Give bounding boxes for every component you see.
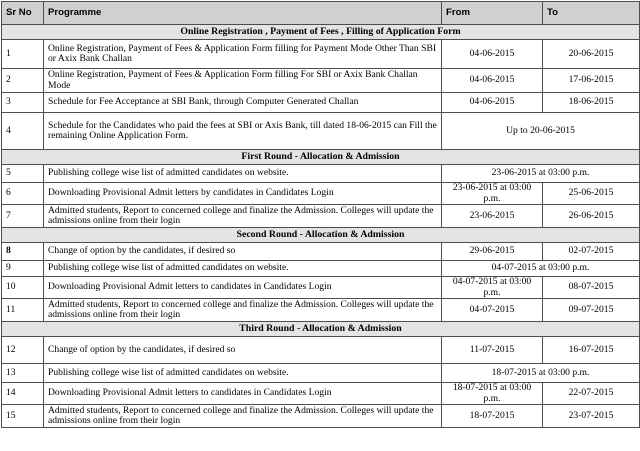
sr-no-cell: 11 — [2, 299, 44, 322]
to-date-cell: 09-07-2015 — [543, 299, 640, 322]
to-date-cell: 23-07-2015 — [543, 405, 640, 428]
header-programme: Programme — [44, 2, 442, 25]
table-body — [2, 25, 640, 428]
table-row — [2, 165, 640, 183]
sr-no-cell: 9 — [2, 261, 44, 277]
programme-cell: Downloading Provisional Admit letters to candidates in Candidates Login — [44, 383, 442, 405]
from-date-cell: 18-07-2015 — [442, 405, 543, 428]
to-date-cell: 02-07-2015 — [543, 243, 640, 261]
programme-cell: Admitted students, Report to concerned college and finalize the Admission. Colleges will update the admissions online from their login — [44, 405, 442, 428]
programme-cell: Change of option by the candidates, if desired so — [44, 243, 442, 261]
sr-no-cell: 4 — [2, 113, 44, 150]
sr-no-cell: 10 — [2, 277, 44, 299]
from-date-cell: 23-06-2015 at 03:00 p.m. — [442, 183, 543, 205]
table-row — [2, 93, 640, 113]
programme-cell: Admitted students, Report to concerned college and finalize the Admission. Colleges will update the admissions online from their login — [44, 299, 442, 322]
section-header-row — [2, 322, 640, 337]
from-date-cell: 04-06-2015 — [442, 93, 543, 113]
table-row — [2, 205, 640, 228]
programme-cell: Publishing college wise list of admitted candidates on website. — [44, 165, 442, 183]
section-header-row — [2, 228, 640, 243]
sr-no-cell: 6 — [2, 183, 44, 205]
section-title: Online Registration , Payment of Fees , Filling of Application Form — [2, 25, 640, 40]
table-row — [2, 337, 640, 364]
sr-no-cell: 5 — [2, 165, 44, 183]
section-header-row — [2, 25, 640, 40]
table-row — [2, 69, 640, 93]
to-date-cell: 26-06-2015 — [543, 205, 640, 228]
to-date-cell: 20-06-2015 — [543, 40, 640, 69]
sr-no-cell: 1 — [2, 40, 44, 69]
date-range-cell: 18-07-2015 at 03:00 p.m. — [442, 364, 640, 383]
table-row — [2, 40, 640, 69]
table-row — [2, 261, 640, 277]
table-header-row — [2, 2, 640, 25]
programme-cell: Downloading Provisional Admit letters by candidates in Candidates Login — [44, 183, 442, 205]
date-range-cell: 04-07-2015 at 03:00 p.m. — [442, 261, 640, 277]
date-range-cell: 23-06-2015 at 03:00 p.m. — [442, 165, 640, 183]
to-date-cell: 22-07-2015 — [543, 383, 640, 405]
programme-cell: Publishing college wise list of admitted candidates on website. — [44, 364, 442, 383]
from-date-cell: 18-07-2015 at 03:00 p.m. — [442, 383, 543, 405]
table-row — [2, 383, 640, 405]
section-title: Third Round - Allocation & Admission — [2, 322, 640, 337]
sr-no-cell: 3 — [2, 93, 44, 113]
to-date-cell: 18-06-2015 — [543, 93, 640, 113]
sr-no-cell: 13 — [2, 364, 44, 383]
programme-cell: Downloading Provisional Admit letters to candidates in Candidates Login — [44, 277, 442, 299]
from-date-cell: 04-07-2015 at 03:00 p.m. — [442, 277, 543, 299]
table-row — [2, 243, 640, 261]
table-row — [2, 277, 640, 299]
programme-cell: Change of option by the candidates, if desired so — [44, 337, 442, 364]
admission-schedule-table — [1, 1, 640, 428]
from-date-cell: 11-07-2015 — [442, 337, 543, 364]
sr-no-cell: 12 — [2, 337, 44, 364]
programme-cell: Publishing college wise list of admitted candidates on website. — [44, 261, 442, 277]
sr-no-cell: 15 — [2, 405, 44, 428]
from-date-cell: 04-07-2015 — [442, 299, 543, 322]
table-row — [2, 299, 640, 322]
programme-cell: Schedule for Fee Acceptance at SBI Bank, through Computer Generated Challan — [44, 93, 442, 113]
to-date-cell: 16-07-2015 — [543, 337, 640, 364]
sr-no-cell: 14 — [2, 383, 44, 405]
from-date-cell: 29-06-2015 — [442, 243, 543, 261]
header-sr-no: Sr No — [2, 2, 44, 25]
programme-cell: Online Registration, Payment of Fees & Application Form filling for Payment Mode Other Than SBI or Axix Bank Challan — [44, 40, 442, 69]
section-header-row — [2, 150, 640, 165]
date-range-cell: Up to 20-06-2015 — [442, 113, 640, 150]
table-row — [2, 183, 640, 205]
programme-cell: Schedule for the Candidates who paid the fees at SBI or Axis Bank, till dated 18-06-2015 can Fill the remaining Online Application Form. — [44, 113, 442, 150]
to-date-cell: 08-07-2015 — [543, 277, 640, 299]
header-from: From — [442, 2, 543, 25]
sr-no-cell: 8 — [2, 243, 44, 261]
table-row — [2, 364, 640, 383]
header-to: To — [543, 2, 640, 25]
programme-cell: Admitted students, Report to concerned college and finalize the Admission. Colleges will update the admissions online from their login — [44, 205, 442, 228]
table-row — [2, 405, 640, 428]
section-title: First Round - Allocation & Admission — [2, 150, 640, 165]
sr-no-cell: 7 — [2, 205, 44, 228]
table-row — [2, 113, 640, 150]
sr-no-cell: 2 — [2, 69, 44, 93]
to-date-cell: 25-06-2015 — [543, 183, 640, 205]
section-title: Second Round - Allocation & Admission — [2, 228, 640, 243]
from-date-cell: 23-06-2015 — [442, 205, 543, 228]
from-date-cell: 04-06-2015 — [442, 69, 543, 93]
programme-cell: Online Registration, Payment of Fees & Application Form filling For SBI or Axix Bank Challan Mode — [44, 69, 442, 93]
from-date-cell: 04-06-2015 — [442, 40, 543, 69]
to-date-cell: 17-06-2015 — [543, 69, 640, 93]
